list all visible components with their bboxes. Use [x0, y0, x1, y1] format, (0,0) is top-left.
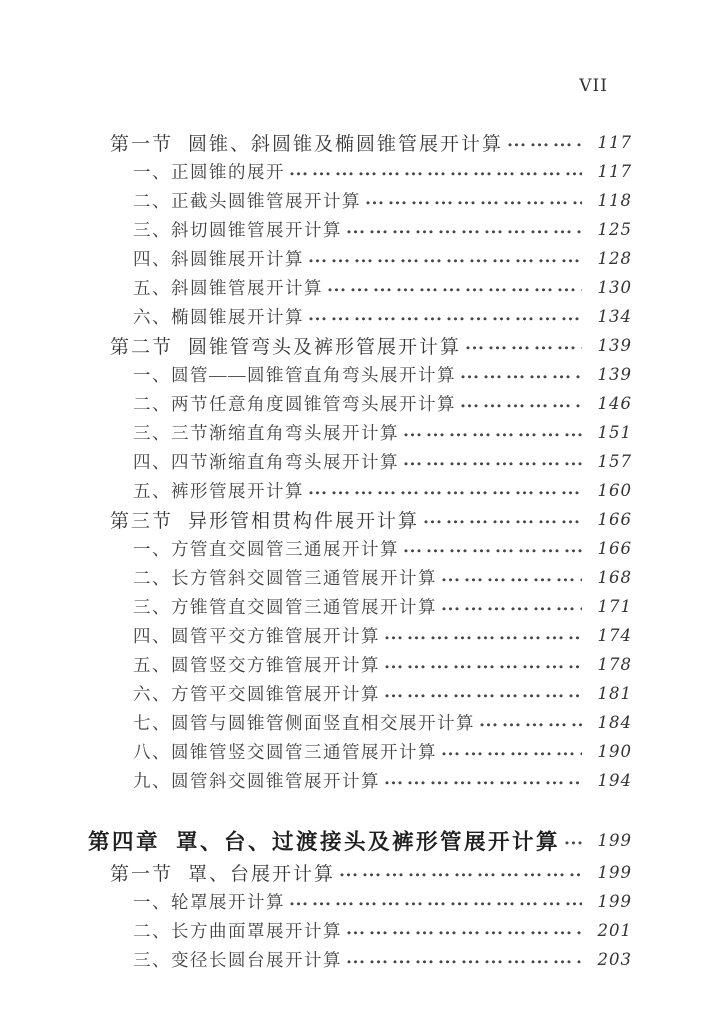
toc-entry-item — [88, 389, 632, 418]
toc-entry-page: 157 — [597, 452, 632, 471]
dot-leader-icon — [385, 650, 582, 679]
toc-entry-label: 四、 — [133, 626, 171, 646]
toc-entry-title: 罩、台、过渡接头及裤形管展开计算 — [176, 829, 561, 854]
toc-entry-title: 方锥管直交圆管三通管展开计算 — [171, 597, 437, 617]
toc-entry-title: 圆管竖交方锥管展开计算 — [171, 655, 380, 675]
toc-entry-title: 正圆锥的展开 — [171, 162, 285, 182]
toc-entry-item — [88, 887, 632, 916]
dot-leader-icon — [366, 186, 582, 215]
dot-leader-icon — [347, 916, 582, 945]
dot-leader-icon — [309, 244, 582, 273]
toc-entry-label: 二、 — [133, 191, 171, 211]
toc-entry-title: 四节渐缩直角弯头展开计算 — [171, 452, 399, 472]
toc-entry-item — [88, 215, 632, 244]
toc-entry-page: 118 — [597, 191, 632, 210]
dot-leader-icon — [442, 592, 582, 621]
toc-entry-title: 斜圆锥展开计算 — [171, 249, 304, 269]
toc-entry-label: 七、 — [133, 713, 171, 733]
toc-entry-label: 一、 — [133, 892, 171, 912]
dot-leader-icon — [442, 563, 582, 592]
dot-leader-icon — [565, 822, 582, 858]
dot-leader-icon — [328, 273, 582, 302]
toc-entry-page: 201 — [597, 921, 632, 940]
toc-entry-item — [88, 244, 632, 273]
toc-entry-title: 轮罩展开计算 — [171, 892, 285, 912]
toc-entry-title: 圆管——圆锥管直角弯头展开计算 — [171, 365, 456, 385]
toc-entry-title: 两节任意角度圆锥管弯头展开计算 — [171, 394, 456, 414]
toc-entry-page: 190 — [597, 742, 632, 761]
toc-entry-label: 二、 — [133, 394, 171, 414]
toc-entry-page: 139 — [597, 365, 632, 384]
toc-entry-page: 125 — [597, 220, 632, 239]
toc-entry-title: 椭圆锥展开计算 — [171, 307, 304, 327]
toc-entry-label: 六、 — [133, 684, 171, 704]
dot-leader-icon — [461, 389, 582, 418]
dot-leader-icon — [404, 447, 582, 476]
dot-leader-icon — [340, 858, 582, 887]
toc-entry-label: 一、 — [133, 162, 171, 182]
toc-entry-page: 146 — [597, 394, 632, 413]
toc-entry-page: 151 — [597, 423, 632, 442]
toc-entry-item — [88, 563, 632, 592]
toc-entry-label: 五、 — [133, 481, 171, 501]
toc-entry-page: 178 — [597, 655, 632, 674]
dot-leader-icon — [404, 534, 582, 563]
toc-entry-label: 第二节 — [110, 337, 174, 358]
toc-entry-title: 长方曲面罩展开计算 — [171, 921, 342, 941]
toc-entry-label: 第一节 — [110, 134, 174, 155]
toc-entry-title: 斜切圆锥管展开计算 — [171, 220, 342, 240]
toc-entry-item — [88, 621, 632, 650]
toc-entry-item — [88, 186, 632, 215]
toc-entry-label: 二、 — [133, 921, 171, 941]
dot-leader-icon — [309, 302, 582, 331]
dot-leader-icon — [424, 505, 582, 534]
toc-entry-title: 裤形管展开计算 — [171, 481, 304, 501]
dot-leader-icon — [442, 737, 582, 766]
toc-entry-page: 166 — [597, 539, 632, 558]
toc-entry-title: 罩、台展开计算 — [188, 864, 336, 885]
dot-leader-icon — [309, 476, 582, 505]
toc-entry-title: 方管平交圆锥管展开计算 — [171, 684, 380, 704]
toc-entry-item — [88, 945, 632, 974]
dot-leader-icon — [480, 708, 582, 737]
toc-entry-item — [88, 592, 632, 621]
toc-entry-page: 168 — [597, 568, 632, 587]
toc-entry-item — [88, 534, 632, 563]
toc-entry-page: 117 — [597, 162, 632, 181]
toc-entry-page: 128 — [597, 249, 632, 268]
toc-entry-page: 117 — [597, 133, 632, 152]
toc-entry-title: 圆管斜交圆锥管展开计算 — [171, 771, 380, 791]
toc-entry-page: 160 — [597, 481, 632, 500]
toc-entry-page: 171 — [597, 597, 632, 616]
toc-entry-item — [88, 476, 632, 505]
toc-entry-label: 六、 — [133, 307, 171, 327]
toc-entry-label: 三、 — [133, 597, 171, 617]
toc-entry-page: 199 — [597, 892, 632, 911]
toc-entry-item — [88, 302, 632, 331]
toc-entry-title: 三节渐缩直角弯头展开计算 — [171, 423, 399, 443]
toc-entry-page: 199 — [597, 863, 632, 882]
toc-entry-label: 四、 — [133, 452, 171, 472]
toc-entry-item — [88, 360, 632, 389]
toc-entry-item — [88, 679, 632, 708]
toc-entry-title: 圆锥、斜圆锥及椭圆锥管展开计算 — [188, 134, 504, 155]
toc-entry-page: 130 — [597, 278, 632, 297]
toc-entry-page: 203 — [597, 950, 632, 969]
dot-leader-icon — [385, 679, 582, 708]
toc-entry-page: 166 — [597, 510, 632, 529]
dot-leader-icon — [385, 766, 582, 795]
toc-entry-label: 一、 — [133, 539, 171, 559]
dot-leader-icon — [290, 887, 582, 916]
toc-entry-title: 斜圆锥管展开计算 — [171, 278, 323, 298]
dot-leader-icon — [508, 128, 582, 157]
dot-leader-icon — [347, 215, 582, 244]
toc-entry-label: 三、 — [133, 950, 171, 970]
toc-entry-label: 九、 — [133, 771, 171, 791]
toc-entry-section — [88, 505, 632, 534]
toc-entry-section — [88, 858, 632, 887]
toc-entry-page: 174 — [597, 626, 632, 645]
table-of-contents — [88, 128, 632, 974]
toc-entry-title: 异形管相贯构件展开计算 — [188, 511, 420, 532]
toc-entry-item — [88, 157, 632, 186]
toc-entry-page: 184 — [597, 713, 632, 732]
dot-leader-icon — [404, 418, 582, 447]
toc-entry-page: 181 — [597, 684, 632, 703]
toc-entry-item — [88, 273, 632, 302]
toc-entry-chapter — [88, 822, 632, 858]
toc-entry-title: 方管直交圆管三通展开计算 — [171, 539, 399, 559]
dot-leader-icon — [290, 157, 582, 186]
dot-leader-icon — [466, 331, 582, 360]
toc-entry-label: 八、 — [133, 742, 171, 762]
toc-entry-title: 圆管与圆锥管侧面竖直相交展开计算 — [171, 713, 475, 733]
toc-entry-section — [88, 128, 632, 157]
dot-leader-icon — [347, 945, 582, 974]
toc-entry-title: 变径长圆台展开计算 — [171, 950, 342, 970]
page-number: VII — [579, 76, 608, 96]
toc-entry-label: 二、 — [133, 568, 171, 588]
toc-entry-page: 194 — [597, 771, 632, 790]
toc-entry-item — [88, 708, 632, 737]
toc-entry-title: 正截头圆锥管展开计算 — [171, 191, 361, 211]
toc-entry-title: 长方管斜交圆管三通管展开计算 — [171, 568, 437, 588]
toc-entry-section — [88, 331, 632, 360]
toc-entry-label: 三、 — [133, 220, 171, 240]
toc-entry-label: 四、 — [133, 249, 171, 269]
toc-entry-item — [88, 766, 632, 795]
dot-leader-icon — [461, 360, 582, 389]
toc-entry-label: 第四章 — [88, 829, 161, 854]
toc-entry-label: 五、 — [133, 278, 171, 298]
toc-entry-page: 139 — [597, 336, 632, 355]
toc-entry-label: 第三节 — [110, 511, 174, 532]
toc-entry-item — [88, 418, 632, 447]
toc-entry-title: 圆锥管竖交圆管三通管展开计算 — [171, 742, 437, 762]
toc-entry-label: 五、 — [133, 655, 171, 675]
toc-entry-item — [88, 737, 632, 766]
toc-entry-title: 圆锥管弯头及裤形管展开计算 — [188, 337, 462, 358]
toc-entry-label: 三、 — [133, 423, 171, 443]
dot-leader-icon — [385, 621, 582, 650]
toc-entry-label: 第一节 — [110, 864, 174, 885]
toc-entry-item — [88, 916, 632, 945]
toc-entry-page: 199 — [597, 830, 632, 850]
toc-entry-page: 134 — [597, 307, 632, 326]
toc-entry-item — [88, 447, 632, 476]
toc-entry-title: 圆管平交方锥管展开计算 — [171, 626, 380, 646]
toc-entry-item — [88, 650, 632, 679]
toc-entry-label: 一、 — [133, 365, 171, 385]
